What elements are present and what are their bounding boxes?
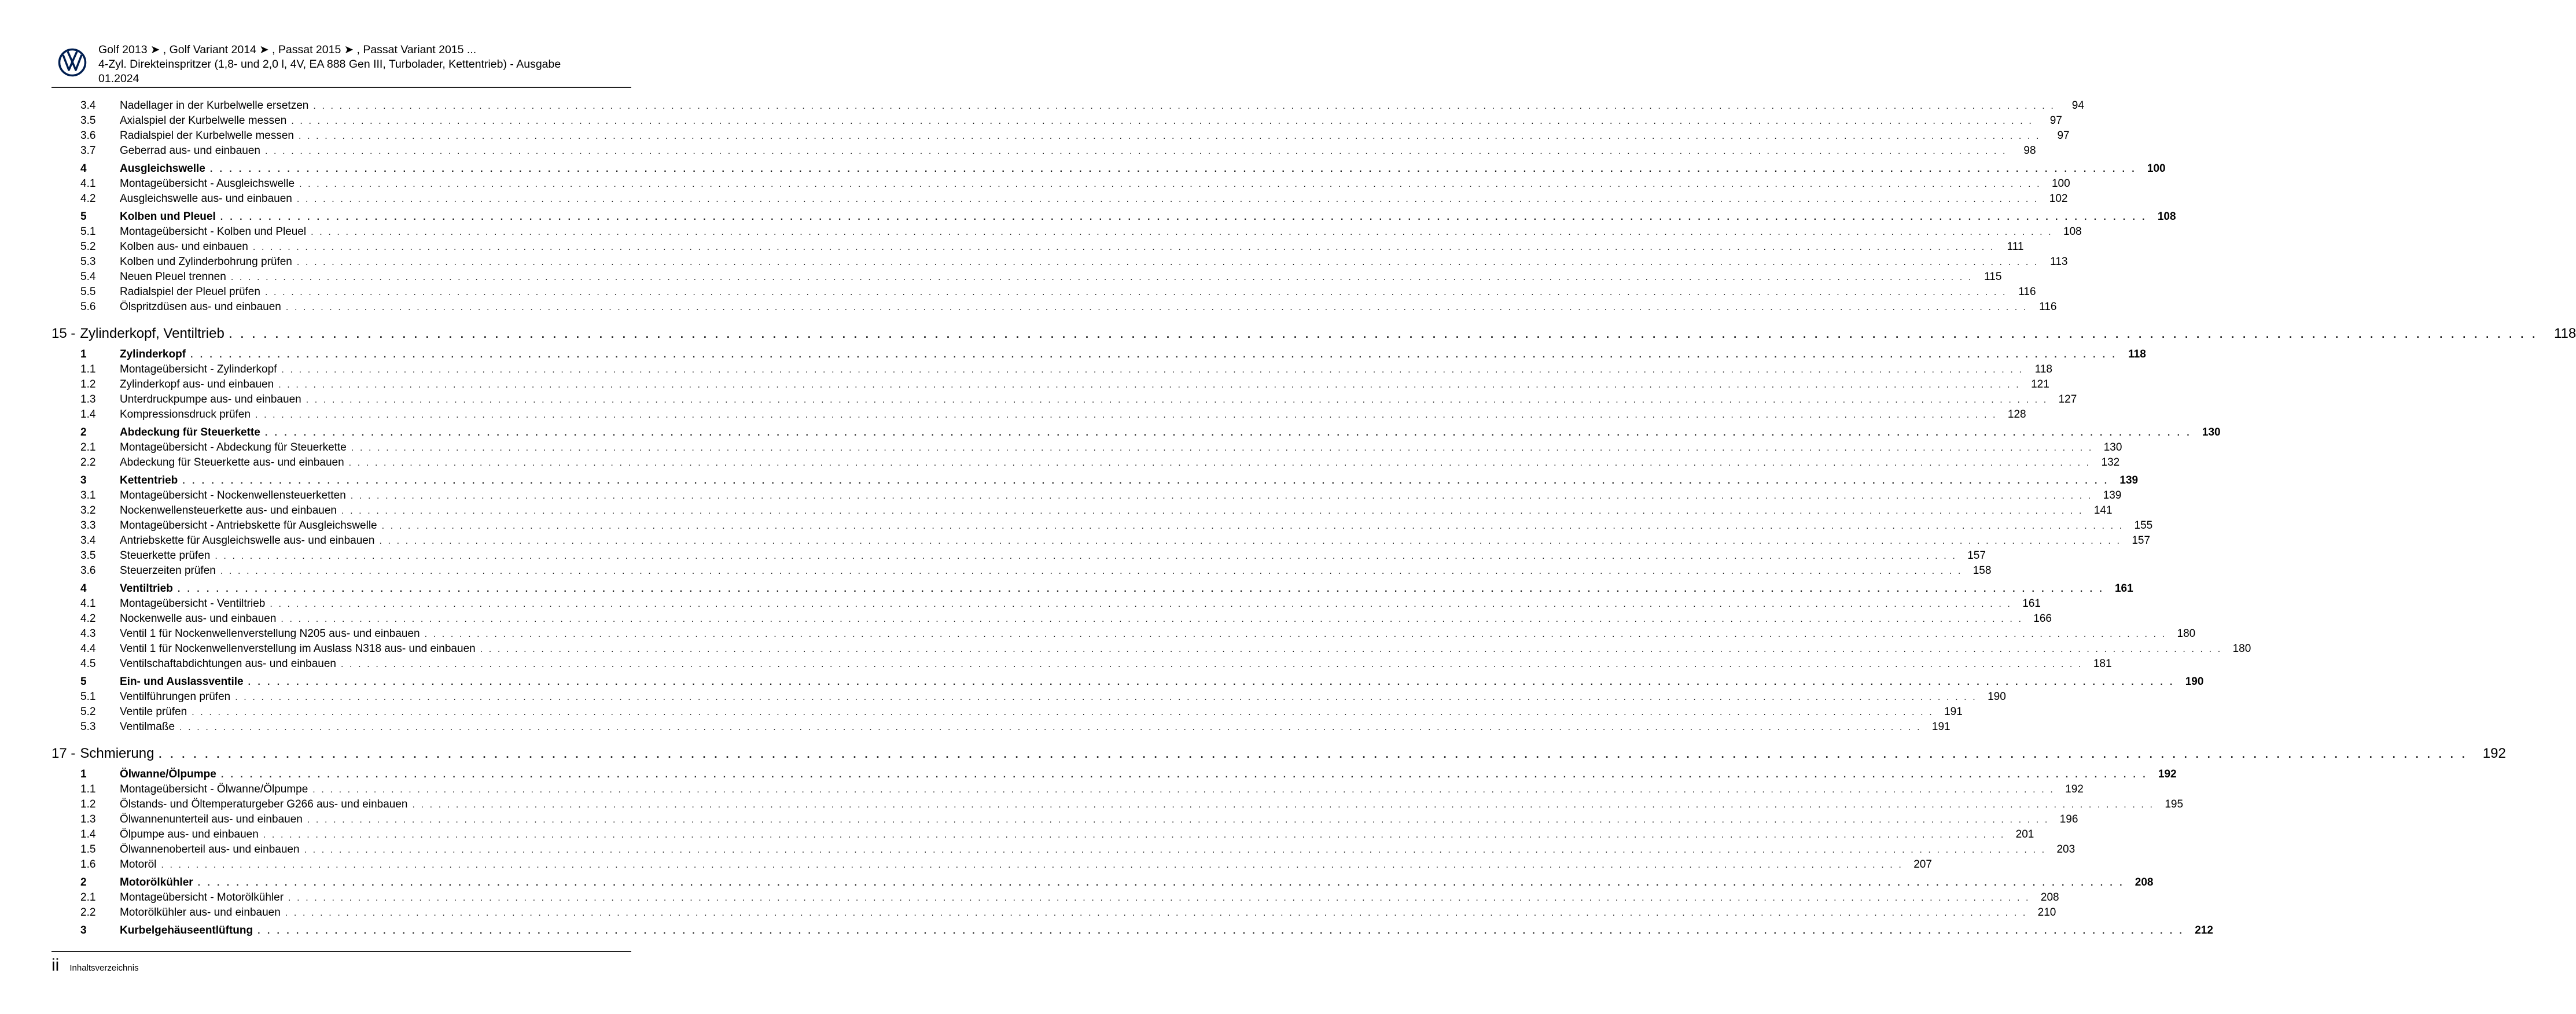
toc-section[interactable] bbox=[51, 474, 2139, 489]
entry-page: 192 bbox=[2065, 783, 2084, 795]
entry-number: 5 bbox=[80, 211, 87, 223]
toc-entry[interactable] bbox=[51, 783, 2084, 798]
entry-page: 210 bbox=[2037, 906, 2056, 919]
entry-page: 158 bbox=[1973, 565, 1992, 577]
entry-title: Radialspiel der Pleuel prüfen bbox=[120, 286, 260, 298]
entry-number: 1.2 bbox=[80, 378, 96, 390]
entry-page: 100 bbox=[2051, 178, 2070, 190]
toc-entry[interactable] bbox=[51, 130, 2070, 145]
entry-number: 4.2 bbox=[80, 613, 96, 625]
entry-page: 94 bbox=[2071, 99, 2084, 112]
entry-page: 201 bbox=[2015, 828, 2034, 840]
toc-entry[interactable] bbox=[51, 798, 2184, 813]
entry-title: Ventilmaße bbox=[120, 721, 175, 733]
entry-title: Zylinderkopf bbox=[120, 348, 186, 360]
entry-number: 5.2 bbox=[80, 241, 96, 253]
dot-leader: . . . . . . . . . . . . . . . . . . . . . . . . . . . . . . . . . . . . . . . . . . . . . . . . . . . . . . . . . . . . . . . . . . . . . . . . . . . . . . . . . . . . . . . . . . . . . . . . . . . . . . . . . . . . . . . . . . . . . . . . . . . . . . . . . . . . . . . . . . . . . . . . . . . . . . . . . . . . . . . . . . . . . . . . . . . . . . . . . . . . . . . . . . . . . . . . . . . . . . . . bbox=[281, 614, 2023, 624]
entry-page: 108 bbox=[2157, 211, 2176, 223]
toc-entry[interactable] bbox=[51, 378, 2049, 393]
entry-page: 132 bbox=[2101, 456, 2120, 469]
toc-entry[interactable] bbox=[51, 721, 1951, 736]
entry-number: 1.4 bbox=[80, 408, 96, 421]
dot-leader: . . . . . . . . . . . . . . . . . . . . . . . . . . . . . . . . . . . . . . . . . . . . . . . . . . . . . . . . . . . . . . . . . . . . . . . . . . . . . . . . . . . . . . . . . . . . . . . . . . . . . . . . . . . . . . . . . . . . . . . . . . . . . . . . . . . . . . . . . . . . . . . . . . . . . . . . . . . . . . . . . . . . . . . . . . . . . . . . . . . . . . . . . . . . . . . . . . . . . . . . bbox=[307, 815, 2049, 825]
entry-number: 2.2 bbox=[80, 906, 96, 919]
dot-leader: . . . . . . . . . . . . . . . . . . . . . . . . . . . . . . . . . . . . . . . . . . . . . . . . . . . . . . . . . . . . . . . . . . . . . . . . . . . . . . . . . . . . . . . . . . . . . . . . . . . . . . . . . . . . . . . . . . . . . . . . . . . . . . . . . . . . . . . . . . . . . . . . . . . . . . . . . . . . . . . . . . . . . . . . . . . . . . . . . . . . . . . . . . . . . . . . . . . . . . . . bbox=[197, 878, 2125, 888]
entry-title: Montageübersicht - Ventiltrieb bbox=[120, 598, 266, 610]
toc-entry[interactable] bbox=[51, 193, 2068, 208]
entry-page: 207 bbox=[1913, 858, 1932, 871]
entry-title: Kolben und Pleuel bbox=[120, 211, 216, 223]
entry-number: 15 - bbox=[51, 326, 76, 341]
entry-number: 3.3 bbox=[80, 519, 96, 532]
entry-title: Ventil 1 für Nockenwellenverstellung N205 aus- und einbauen bbox=[120, 628, 420, 640]
entry-number: 5.4 bbox=[80, 271, 96, 283]
entry-number: 4.3 bbox=[80, 628, 96, 640]
entry-number: 1 bbox=[80, 348, 87, 360]
entry-page: 203 bbox=[2056, 843, 2075, 856]
dot-leader: . . . . . . . . . . . . . . . . . . . . . . . . . . . . . . . . . . . . . . . . . . . . . . . . . . . . . . . . . . . . . . . . . . . . . . . . . . . . . . . . . . . . . . . . . . . . . . . . . . . . . . . . . . . . . . . . . . . . . . . . . . . . . . . . . . . . . . . . . . . . . . . . . . . . . . . . . . . . . . . . . . . . . . . . . . . . . . . . . . . . . . . . . . . . . . . . . . . . . . . . bbox=[159, 748, 2468, 760]
dot-leader: . . . . . . . . . . . . . . . . . . . . . . . . . . . . . . . . . . . . . . . . . . . . . . . . . . . . . . . . . . . . . . . . . . . . . . . . . . . . . . . . . . . . . . . . . . . . . . . . . . . . . . . . . . . . . . . . . . . . . . . . . . . . . . . . . . . . . . . . . . . . . . . . . . . . . . . . . . . . . . . . . . . . . . . . . . . . . . . . . . . . . . . . . . . . . . . . . . . . . . . . bbox=[190, 350, 2117, 360]
entry-page: 118 bbox=[2034, 363, 2052, 375]
toc-chapter[interactable] bbox=[51, 326, 2576, 345]
page-number: ii bbox=[51, 956, 60, 975]
entry-title: Kettentrieb bbox=[120, 474, 178, 486]
dot-leader: . . . . . . . . . . . . . . . . . . . . . . . . . . . . . . . . . . . . . . . . . . . . . . . . . . . . . . . . . . . . . . . . . . . . . . . . . . . . . . . . . . . . . . . . . . . . . . . . . . . . . . . . . . . . . . . . . . . . . . . . . . . . . . . . . . . . . . . . . . . . . . . . . . . . . . . . . . . . . . . . . . . . . . . . . . . . . . . . . . . . . . . . . . . . . . . . . . . . . . . . bbox=[179, 722, 1922, 732]
entry-page: 98 bbox=[2023, 145, 2036, 157]
entry-number: 1 bbox=[80, 768, 87, 780]
entry-page: 196 bbox=[2059, 813, 2078, 825]
entry-title: Ventilschaftabdichtungen aus- und einbauen bbox=[120, 658, 336, 670]
toc-entry[interactable] bbox=[51, 598, 2041, 613]
dot-leader: . . . . . . . . . . . . . . . . . . . . . . . . . . . . . . . . . . . . . . . . . . . . . . . . . . . . . . . . . . . . . . . . . . . . . . . . . . . . . . . . . . . . . . . . . . . . . . . . . . . . . . . . . . . . . . . . . . . . . . . . . . . . . . . . . . . . . . . . . . . . . . . . . . . . . . . . . . . . . . . . . . . . . . . . . . . . . . . . . . . . . . . . . . . . . . . . . . . . . . . . bbox=[278, 380, 2021, 390]
dot-leader: . . . . . . . . . . . . . . . . . . . . . . . . . . . . . . . . . . . . . . . . . . . . . . . . . . . . . . . . . . . . . . . . . . . . . . . . . . . . . . . . . . . . . . . . . . . . . . . . . . . . . . . . . . . . . . . . . . . . . . . . . . . . . . . . . . . . . . . . . . . . . . . . . . . . . . . . . . . . . . . . . . . . . . . . . . . . . . . . . . . . . . . . . . . . . . . . . . . . . . . . bbox=[299, 131, 2041, 141]
header-edition: 01.2024 bbox=[98, 72, 139, 85]
entry-number: 3.6 bbox=[80, 130, 96, 142]
dot-leader: . . . . . . . . . . . . . . . . . . . . . . . . . . . . . . . . . . . . . . . . . . . . . . . . . . . . . . . . . . . . . . . . . . . . . . . . . . . . . . . . . . . . . . . . . . . . . . . . . . . . . . . . . . . . . . . . . . . . . . . . . . . . . . . . . . . . . . . . . . . . . . . . . . . . . . . . . . . . . . . . . . . . . . . . . . . . . . . . . . . . . . . . . . . . . . . . . . . . . . . . bbox=[296, 194, 2039, 204]
dot-leader: . . . . . . . . . . . . . . . . . . . . . . . . . . . . . . . . . . . . . . . . . . . . . . . . . . . . . . . . . . . . . . . . . . . . . . . . . . . . . . . . . . . . . . . . . . . . . . . . . . . . . . . . . . . . . . . . . . . . . . . . . . . . . . . . . . . . . . . . . . . . . . . . . . . . . . . . . . . . . . . . . . . . . . . . . . . . . . . . . . . . . . . . . . . . . . . . . . . . . . . . bbox=[288, 893, 2030, 903]
entry-page: 113 bbox=[2050, 256, 2068, 268]
toc-section[interactable] bbox=[51, 348, 2146, 363]
dot-leader: . . . . . . . . . . . . . . . . . . . . . . . . . . . . . . . . . . . . . . . . . . . . . . . . . . . . . . . . . . . . . . . . . . . . . . . . . . . . . . . . . . . . . . . . . . . . . . . . . . . . . . . . . . . . . . . . . . . . . . . . . . . . . . . . . . . . . . . . . . . . . . . . . . . . . . . . . . . . . . . . . . . . . . . . . . . . . . . . . . . . . . . . . . . . . . . . . . . . . . . . bbox=[311, 227, 2053, 237]
entry-title: Kolben aus- und einbauen bbox=[120, 241, 248, 253]
entry-page: 97 bbox=[2057, 130, 2070, 142]
toc-section[interactable] bbox=[51, 876, 2154, 891]
dot-leader: . . . . . . . . . . . . . . . . . . . . . . . . . . . . . . . . . . . . . . . . . . . . . . . . . . . . . . . . . . . . . . . . . . . . . . . . . . . . . . . . . . . . . . . . . . . . . . . . . . . . . . . . . . . . . . . . . . . . . . . . . . . . . . . . . . . . . . . . . . . . . . . . . . . . . . . . . . . . . . . . . . . . . . . . . . . . . . . . . . . . . . . . . . . . . . . . . . . . . . . . bbox=[304, 845, 2047, 855]
entry-number: 3 bbox=[80, 474, 87, 486]
entry-page: 195 bbox=[2165, 798, 2184, 810]
dot-leader: . . . . . . . . . . . . . . . . . . . . . . . . . . . . . . . . . . . . . . . . . . . . . . . . . . . . . . . . . . . . . . . . . . . . . . . . . . . . . . . . . . . . . . . . . . . . . . . . . . . . . . . . . . . . . . . . . . . . . . . . . . . . . . . . . . . . . . . . . . . . . . . . . . . . . . . . . . . . . . . . . . . . . . . . . . . . . . . . . . . . . . . . . . . . . . . . . . . . . . . . bbox=[270, 599, 2012, 609]
entry-page: 130 bbox=[2202, 426, 2221, 438]
toc-entry[interactable] bbox=[51, 706, 1963, 721]
entry-title: Axialspiel der Kurbelwelle messen bbox=[120, 115, 287, 127]
dot-leader: . . . . . . . . . . . . . . . . . . . . . . . . . . . . . . . . . . . . . . . . . . . . . . . . . . . . . . . . . . . . . . . . . . . . . . . . . . . . . . . . . . . . . . . . . . . . . . . . . . . . . . . . . . . . . . . . . . . . . . . . . . . . . . . . . . . . . . . . . . . . . . . . . . . . . . . . . . . . . . . . . . . . . . . . . . . . . . . . . . . . . . . . . . . . . . . . . . . . . . . . bbox=[350, 491, 2093, 501]
entry-number: 5.6 bbox=[80, 301, 96, 313]
toc-entry[interactable] bbox=[51, 363, 2052, 378]
entry-number: 5.3 bbox=[80, 721, 96, 733]
page-footer bbox=[51, 956, 139, 975]
entry-title: Geberrad aus- und einbauen bbox=[120, 145, 260, 157]
entry-page: 157 bbox=[1967, 550, 1986, 562]
entry-title: Ölspritzdüsen aus- und einbauen bbox=[120, 301, 281, 313]
entry-number: 4.5 bbox=[80, 658, 96, 670]
dot-leader: . . . . . . . . . . . . . . . . . . . . . . . . . . . . . . . . . . . . . . . . . . . . . . . . . . . . . . . . . . . . . . . . . . . . . . . . . . . . . . . . . . . . . . . . . . . . . . . . . . . . . . . . . . . . . . . . . . . . . . . . . . . . . . . . . . . . . . . . . . . . . . . . . . . . . . . . . . . . . . . . . . . . . . . . . . . . . . . . . . . . . . . . . . . . . . . . . . . . . . . . bbox=[306, 395, 2048, 405]
toc-section[interactable] bbox=[51, 163, 2166, 178]
dot-leader: . . . . . . . . . . . . . . . . . . . . . . . . . . . . . . . . . . . . . . . . . . . . . . . . . . . . . . . . . . . . . . . . . . . . . . . . . . . . . . . . . . . . . . . . . . . . . . . . . . . . . . . . . . . . . . . . . . . . . . . . . . . . . . . . . . . . . . . . . . . . . . . . . . . . . . . . . . . . . . . . . . . . . . . . . . . . . . . . . . . . . . . . . . . . . . . . . . . . . . . . bbox=[299, 179, 2041, 189]
entry-number: 1.3 bbox=[80, 393, 96, 405]
entry-page: 192 bbox=[2158, 768, 2177, 780]
entry-title: Antriebskette für Ausgleichswelle aus- und einbauen bbox=[120, 534, 375, 547]
dot-leader: . . . . . . . . . . . . . . . . . . . . . . . . . . . . . . . . . . . . . . . . . . . . . . . . . . . . . . . . . . . . . . . . . . . . . . . . . . . . . . . . . . . . . . . . . . . . . . . . . . . . . . . . . . . . . . . . . . . . . . . . . . . . . . . . . . . . . . . . . . . . . . . . . . . . . . . . . . . . . . . . . . . . . . . . . . . . . . . . . . . . . . . . . . . . . . . . . . . . . . . . bbox=[220, 770, 2148, 780]
entry-title: Motoröl bbox=[120, 858, 157, 871]
entry-title: Neuen Pleuel trennen bbox=[120, 271, 226, 283]
entry-title: Steuerkette prüfen bbox=[120, 550, 211, 562]
entry-number: 4.2 bbox=[80, 193, 96, 205]
entry-page: 157 bbox=[2132, 534, 2151, 547]
entry-title: Ölpumpe aus- und einbauen bbox=[120, 828, 259, 840]
dot-leader: . . . . . . . . . . . . . . . . . . . . . . . . . . . . . . . . . . . . . . . . . . . . . . . . . . . . . . . . . . . . . . . . . . . . . . . . . . . . . . . . . . . . . . . . . . . . . . . . . . . . . . . . . . . . . . . . . . . . . . . . . . . . . . . . . . . . . . . . . . . . . . . . . . . . . . . . . . . . . . . . . . . . . . . . . . . . . . . . . . . . . . . . . . . . . . . . . . . . . . . . bbox=[263, 830, 2005, 840]
toc-entry[interactable] bbox=[51, 813, 2078, 828]
toc-entry[interactable] bbox=[51, 408, 2026, 423]
entry-page: 111 bbox=[2007, 241, 2024, 253]
entry-page: 139 bbox=[2103, 489, 2122, 502]
entry-page: 190 bbox=[1988, 691, 2006, 703]
entry-page: 127 bbox=[2058, 393, 2077, 405]
entry-page: 161 bbox=[2114, 582, 2133, 595]
toc-entry[interactable] bbox=[51, 519, 2153, 534]
dot-leader: . . . . . . . . . . . . . . . . . . . . . . . . . . . . . . . . . . . . . . . . . . . . . . . . . . . . . . . . . . . . . . . . . . . . . . . . . . . . . . . . . . . . . . . . . . . . . . . . . . . . . . . . . . . . . . . . . . . . . . . . . . . . . . . . . . . . . . . . . . . . . . . . . . . . . . . . . . . . . . . . . . . . . . . . . . . . . . . . . . . . . . . . . . . . . . . . . . . . . . . . bbox=[248, 677, 2175, 687]
entry-number: 1.1 bbox=[80, 783, 96, 795]
document-header bbox=[98, 43, 619, 86]
entry-page: 139 bbox=[2119, 474, 2139, 486]
toc-chapter[interactable] bbox=[51, 746, 2506, 765]
dot-leader: . . . . . . . . . . . . . . . . . . . . . . . . . . . . . . . . . . . . . . . . . . . . . . . . . . . . . . . . . . . . . . . . . . . . . . . . . . . . . . . . . . . . . . . . . . . . . . . . . . . . . . . . . . . . . . . . . . . . . . . . . . . . . . . . . . . . . . . . . . . . . . . . . . . . . . . . . . . . . . . . . . . . . . . . . . . . . . . . . . . . . . . . . . . . . . . . . . . . . . . . bbox=[412, 800, 2155, 810]
entry-page: 180 bbox=[2177, 628, 2196, 640]
toc-entry[interactable] bbox=[51, 891, 2059, 906]
dot-leader: . . . . . . . . . . . . . . . . . . . . . . . . . . . . . . . . . . . . . . . . . . . . . . . . . . . . . . . . . . . . . . . . . . . . . . . . . . . . . . . . . . . . . . . . . . . . . . . . . . . . . . . . . . . . . . . . . . . . . . . . . . . . . . . . . . . . . . . . . . . . . . . . . . . . . . . . . . . . . . . . . . . . . . . . . . . . . . . . . . . . . . . . . . . . . . . . . . . . . . . . bbox=[264, 287, 2007, 297]
entry-number: 1.2 bbox=[80, 798, 96, 810]
entry-title: Ventile prüfen bbox=[120, 706, 187, 718]
toc-entry[interactable] bbox=[51, 226, 2082, 241]
dot-leader: . . . . . . . . . . . . . . . . . . . . . . . . . . . . . . . . . . . . . . . . . . . . . . . . . . . . . . . . . . . . . . . . . . . . . . . . . . . . . . . . . . . . . . . . . . . . . . . . . . . . . . . . . . . . . . . . . . . . . . . . . . . . . . . . . . . . . . . . . . . . . . . . . . . . . . . . . . . . . . . . . . . . . . . . . . . . . . . . . . . . . . . . . . . . . . . . . . . . . . . . bbox=[379, 536, 2122, 546]
toc-entry[interactable] bbox=[51, 613, 2052, 628]
entry-title: Kompressionsdruck prüfen bbox=[120, 408, 251, 421]
toc-entry[interactable] bbox=[51, 99, 2084, 115]
entry-page: 121 bbox=[2031, 378, 2049, 390]
entry-number: 3.5 bbox=[80, 550, 96, 562]
entry-title: Montageübersicht - Zylinderkopf bbox=[120, 363, 277, 375]
toc-entry[interactable] bbox=[51, 828, 2034, 843]
entry-page: 116 bbox=[2018, 286, 2036, 298]
entry-number: 4 bbox=[80, 163, 87, 175]
entry-number: 5.1 bbox=[80, 226, 96, 238]
footer-label: Inhaltsverzeichnis bbox=[69, 963, 139, 973]
toc-entry[interactable] bbox=[51, 858, 1932, 873]
dot-leader: . . . . . . . . . . . . . . . . . . . . . . . . . . . . . . . . . . . . . . . . . . . . . . . . . . . . . . . . . . . . . . . . . . . . . . . . . . . . . . . . . . . . . . . . . . . . . . . . . . . . . . . . . . . . . . . . . . . . . . . . . . . . . . . . . . . . . . . . . . . . . . . . . . . . . . . . . . . . . . . . . . . . . . . . . . . . . . . . . . . . . . . . . . . . . . . . . . . . . . . . bbox=[230, 272, 1973, 282]
dot-leader: . . . . . . . . . . . . . . . . . . . . . . . . . . . . . . . . . . . . . . . . . . . . . . . . . . . . . . . . . . . . . . . . . . . . . . . . . . . . . . . . . . . . . . . . . . . . . . . . . . . . . . . . . . . . . . . . . . . . . . . . . . . . . . . . . . . . . . . . . . . . . . . . . . . . . . . . . . . . . . . . . . . . . . . . . . . . . . . . . . . . . . . . . . . . . . . . . . . . . . . . bbox=[312, 785, 2055, 795]
entry-number: 1.6 bbox=[80, 858, 96, 871]
table-of-contents bbox=[51, 99, 2576, 939]
entry-page: 212 bbox=[2195, 924, 2213, 936]
toc-entry[interactable] bbox=[51, 241, 2024, 256]
entry-page: 191 bbox=[1944, 706, 1963, 718]
entry-number: 3 bbox=[80, 924, 87, 936]
entry-number: 1.1 bbox=[80, 363, 96, 375]
dot-leader: . . . . . . . . . . . . . . . . . . . . . . . . . . . . . . . . . . . . . . . . . . . . . . . . . . . . . . . . . . . . . . . . . . . . . . . . . . . . . . . . . . . . . . . . . . . . . . . . . . . . . . . . . . . . . . . . . . . . . . . . . . . . . . . . . . . . . . . . . . . . . . . . . . . . . . . . . . . . . . . . . . . . . . . . . . . . . . . . . . . . . . . . . . . . . . . . . . . . . . . . bbox=[381, 521, 2124, 531]
toc-entry[interactable] bbox=[51, 286, 2036, 301]
entry-title: Ölwanne/Ölpumpe bbox=[120, 768, 216, 780]
dot-leader: . . . . . . . . . . . . . . . . . . . . . . . . . . . . . . . . . . . . . . . . . . . . . . . . . . . . . . . . . . . . . . . . . . . . . . . . . . . . . . . . . . . . . . . . . . . . . . . . . . . . . . . . . . . . . . . . . . . . . . . . . . . . . . . . . . . . . . . . . . . . . . . . . . . . . . . . . . . . . . . . . . . . . . . . . . . . . . . . . . . . . . . . . . . . . . . . . . . . . . . . bbox=[161, 860, 1903, 870]
entry-page: 166 bbox=[2033, 613, 2052, 625]
toc-entry[interactable] bbox=[51, 271, 2002, 286]
entry-title: Ventiltrieb bbox=[120, 582, 173, 595]
dot-leader: . . . . . . . . . . . . . . . . . . . . . . . . . . . . . . . . . . . . . . . . . . . . . . . . . . . . . . . . . . . . . . . . . . . . . . . . . . . . . . . . . . . . . . . . . . . . . . . . . . . . . . . . . . . . . . . . . . . . . . . . . . . . . . . . . . . . . . . . . . . . . . . . . . . . . . . . . . . . . . . . . . . . . . . . . . . . . . . . . . . . . . . . . . . . . . . . . . . . . . . . bbox=[296, 257, 2039, 267]
dot-leader: . . . . . . . . . . . . . . . . . . . . . . . . . . . . . . . . . . . . . . . . . . . . . . . . . . . . . . . . . . . . . . . . . . . . . . . . . . . . . . . . . . . . . . . . . . . . . . . . . . . . . . . . . . . . . . . . . . . . . . . . . . . . . . . . . . . . . . . . . . . . . . . . . . . . . . . . . . . . . . . . . . . . . . . . . . . . . . . . . . . . . . . . . . . . . . . . . . . . . . . . bbox=[340, 659, 2083, 669]
entry-title: Abdeckung für Steuerkette aus- und einbauen bbox=[120, 456, 344, 469]
entry-page: 141 bbox=[2093, 504, 2113, 517]
dot-leader: . . . . . . . . . . . . . . . . . . . . . . . . . . . . . . . . . . . . . . . . . . . . . . . . . . . . . . . . . . . . . . . . . . . . . . . . . . . . . . . . . . . . . . . . . . . . . . . . . . . . . . . . . . . . . . . . . . . . . . . . . . . . . . . . . . . . . . . . . . . . . . . . . . . . . . . . . . . . . . . . . . . . . . . . . . . . . . . . . . . . . . . . . . . . . . . . . . . . . . . . bbox=[341, 506, 2084, 516]
toc-entry[interactable] bbox=[51, 628, 2196, 643]
dot-leader: . . . . . . . . . . . . . . . . . . . . . . . . . . . . . . . . . . . . . . . . . . . . . . . . . . . . . . . . . . . . . . . . . . . . . . . . . . . . . . . . . . . . . . . . . . . . . . . . . . . . . . . . . . . . . . . . . . . . . . . . . . . . . . . . . . . . . . . . . . . . . . . . . . . . . . . . . . . . . . . . . . . . . . . . . . . . . . . . . . . . . . . . . . . . . . . . . . . . . . . . bbox=[235, 692, 1977, 702]
entry-number: 3.4 bbox=[80, 534, 96, 547]
entry-number: 2.2 bbox=[80, 456, 96, 469]
entry-title: Kolben und Zylinderbohrung prüfen bbox=[120, 256, 292, 268]
dot-leader: . . . . . . . . . . . . . . . . . . . . . . . . . . . . . . . . . . . . . . . . . . . . . . . . . . . . . . . . . . . . . . . . . . . . . . . . . . . . . . . . . . . . . . . . . . . . . . . . . . . . . . . . . . . . . . . . . . . . . . . . . . . . . . . . . . . . . . . . . . . . . . . . . . . . . . . . . . . . . . . . . . . . . . . . . . . . . . . . . . . . . . . . . . . . . . . . . . . . . . . . bbox=[252, 242, 1995, 252]
entry-title: Zylinderkopf aus- und einbauen bbox=[120, 378, 274, 390]
entry-number: 17 - bbox=[51, 746, 76, 761]
entry-page: 181 bbox=[2093, 658, 2112, 670]
entry-number: 2.1 bbox=[80, 441, 96, 453]
entry-number: 1.3 bbox=[80, 813, 96, 825]
entry-title: Kurbelgehäuseentlüftung bbox=[120, 924, 253, 936]
entry-number: 3.1 bbox=[80, 489, 96, 502]
dot-leader: . . . . . . . . . . . . . . . . . . . . . . . . . . . . . . . . . . . . . . . . . . . . . . . . . . . . . . . . . . . . . . . . . . . . . . . . . . . . . . . . . . . . . . . . . . . . . . . . . . . . . . . . . . . . . . . . . . . . . . . . . . . . . . . . . . . . . . . . . . . . . . . . . . . . . . . . . . . . . . . . . . . . . . . . . . . . . . . . . . . . . . . . . . . . . . . . . . . . . . . . bbox=[351, 443, 2093, 453]
header-engine: 4-Zyl. Direkteinspritzer (1,8- und 2,0 l, 4V, EA 888 Gen III, Turbolader, Kettentrieb) - Ausgabe bbox=[98, 58, 561, 71]
toc-entry[interactable] bbox=[51, 658, 2112, 673]
entry-page: 108 bbox=[2063, 226, 2082, 238]
entry-title: Montageübersicht - Antriebskette für Ausgleichswelle bbox=[120, 519, 377, 532]
dot-leader: . . . . . . . . . . . . . . . . . . . . . . . . . . . . . . . . . . . . . . . . . . . . . . . . . . . . . . . . . . . . . . . . . . . . . . . . . . . . . . . . . . . . . . . . . . . . . . . . . . . . . . . . . . . . . . . . . . . . . . . . . . . . . . . . . . . . . . . . . . . . . . . . . . . . . . . . . . . . . . . . . . . . . . . . . . . . . . . . . . . . . . . . . . . . . . . . . . . . . . . . bbox=[285, 908, 2027, 918]
entry-page: 130 bbox=[2103, 441, 2122, 453]
toc-section[interactable] bbox=[51, 924, 2213, 939]
entry-title: Ölwannenoberteil aus- und einbauen bbox=[120, 843, 300, 856]
entry-title: Steuerzeiten prüfen bbox=[120, 565, 216, 577]
dot-leader: . . . . . . . . . . . . . . . . . . . . . . . . . . . . . . . . . . . . . . . . . . . . . . . . . . . . . . . . . . . . . . . . . . . . . . . . . . . . . . . . . . . . . . . . . . . . . . . . . . . . . . . . . . . . . . . . . . . . . . . . . . . . . . . . . . . . . . . . . . . . . . . . . . . . . . . . . . . . . . . . . . . . . . . . . . . . . . . . . . . . . . . . . . . . . . . . . . . . . . . . bbox=[348, 458, 2091, 468]
dot-leader: . . . . . . . . . . . . . . . . . . . . . . . . . . . . . . . . . . . . . . . . . . . . . . . . . . . . . . . . . . . . . . . . . . . . . . . . . . . . . . . . . . . . . . . . . . . . . . . . . . . . . . . . . . . . . . . . . . . . . . . . . . . . . . . . . . . . . . . . . . . . . . . . . . . . . . . . . . . . . . . . . . . . . . . . . . . . . . . . . . . . . . . . . . . . . . . . . . . . . . . . bbox=[281, 365, 2023, 375]
entry-title: Radialspiel der Kurbelwelle messen bbox=[120, 130, 294, 142]
entry-title: Montageübersicht - Kolben und Pleuel bbox=[120, 226, 307, 238]
entry-page: 208 bbox=[2135, 876, 2154, 888]
entry-page: 180 bbox=[2232, 643, 2251, 655]
toc-section[interactable] bbox=[51, 426, 2221, 441]
entry-number: 4 bbox=[80, 582, 87, 595]
entry-page: 161 bbox=[2022, 598, 2041, 610]
entry-title: Ausgleichswelle aus- und einbauen bbox=[120, 193, 292, 205]
dot-leader: . . . . . . . . . . . . . . . . . . . . . . . . . . . . . . . . . . . . . . . . . . . . . . . . . . . . . . . . . . . . . . . . . . . . . . . . . . . . . . . . . . . . . . . . . . . . . . . . . . . . . . . . . . . . . . . . . . . . . . . . . . . . . . . . . . . . . . . . . . . . . . . . . . . . . . . . . . . . . . . . . . . . . . . . . . . . . . . . . . . . . . . . . . . . . . . . . . . . . . . . bbox=[285, 303, 2028, 312]
vw-logo-icon bbox=[58, 48, 87, 77]
toc-entry[interactable] bbox=[51, 534, 2151, 550]
toc-entry[interactable] bbox=[51, 441, 2122, 456]
entry-title: Schmierung bbox=[80, 746, 154, 761]
entry-title: Ölwannenunterteil aus- und einbauen bbox=[120, 813, 303, 825]
toc-entry[interactable] bbox=[51, 456, 2120, 471]
toc-entry[interactable] bbox=[51, 145, 2036, 160]
entry-title: Montageübersicht - Ausgleichswelle bbox=[120, 178, 295, 190]
toc-section[interactable] bbox=[51, 676, 2204, 691]
toc-entry[interactable] bbox=[51, 178, 2070, 193]
dot-leader: . . . . . . . . . . . . . . . . . . . . . . . . . . . . . . . . . . . . . . . . . . . . . . . . . . . . . . . . . . . . . . . . . . . . . . . . . . . . . . . . . . . . . . . . . . . . . . . . . . . . . . . . . . . . . . . . . . . . . . . . . . . . . . . . . . . . . . . . . . . . . . . . . . . . . . . . . . . . . . . . . . . . . . . . . . . . . . . . . . . . . . . . . . . . . . . . . . . . . . . . bbox=[220, 566, 1963, 576]
dot-leader: . . . . . . . . . . . . . . . . . . . . . . . . . . . . . . . . . . . . . . . . . . . . . . . . . . . . . . . . . . . . . . . . . . . . . . . . . . . . . . . . . . . . . . . . . . . . . . . . . . . . . . . . . . . . . . . . . . . . . . . . . . . . . . . . . . . . . . . . . . . . . . . . . . . . . . . . . . . . . . . . . . . . . . . . . . . . . . . . . . . . . . . . . . . . . . . . . . . . . . . . bbox=[215, 551, 1957, 561]
toc-section[interactable] bbox=[51, 582, 2133, 598]
toc-section[interactable] bbox=[51, 211, 2176, 226]
entry-number: 2 bbox=[80, 876, 87, 888]
toc-entry[interactable] bbox=[51, 489, 2122, 504]
entry-number: 5.3 bbox=[80, 256, 96, 268]
entry-title: Ventil 1 für Nockenwellenverstellung im Auslass N318 aus- und einbauen bbox=[120, 643, 476, 655]
entry-title: Ein- und Auslassventile bbox=[120, 676, 244, 688]
entry-title: Nockenwellensteuerkette aus- und einbauen bbox=[120, 504, 337, 517]
toc-entry[interactable] bbox=[51, 550, 1986, 565]
entry-number: 3.5 bbox=[80, 115, 96, 127]
dot-leader: . . . . . . . . . . . . . . . . . . . . . . . . . . . . . . . . . . . . . . . . . . . . . . . . . . . . . . . . . . . . . . . . . . . . . . . . . . . . . . . . . . . . . . . . . . . . . . . . . . . . . . . . . . . . . . . . . . . . . . . . . . . . . . . . . . . . . . . . . . . . . . . . . . . . . . . . . . . . . . . . . . . . . . . . . . . . . . . . . . . . . . . . . . . . . . . . . . . . . . . . bbox=[177, 584, 2104, 594]
entry-number: 2 bbox=[80, 426, 87, 438]
dot-leader: . . . . . . . . . . . . . . . . . . . . . . . . . . . . . . . . . . . . . . . . . . . . . . . . . . . . . . . . . . . . . . . . . . . . . . . . . . . . . . . . . . . . . . . . . . . . . . . . . . . . . . . . . . . . . . . . . . . . . . . . . . . . . . . . . . . . . . . . . . . . . . . . . . . . . . . . . . . . . . . . . . . . . . . . . . . . . . . . . . . . . . . . . . . . . . . . . . . . . . . . bbox=[480, 644, 2222, 654]
entry-number: 5 bbox=[80, 676, 87, 688]
entry-page: 155 bbox=[2134, 519, 2153, 532]
entry-number: 4.4 bbox=[80, 643, 96, 655]
toc-entry[interactable] bbox=[51, 393, 2077, 408]
entry-page: 100 bbox=[2147, 163, 2166, 175]
entry-number: 3.2 bbox=[80, 504, 96, 517]
dot-leader: . . . . . . . . . . . . . . . . . . . . . . . . . . . . . . . . . . . . . . . . . . . . . . . . . . . . . . . . . . . . . . . . . . . . . . . . . . . . . . . . . . . . . . . . . . . . . . . . . . . . . . . . . . . . . . . . . . . . . . . . . . . . . . . . . . . . . . . . . . . . . . . . . . . . . . . . . . . . . . . . . . . . . . . . . . . . . . . . . . . . . . . . . . . . . . . . . . . . . . . . bbox=[182, 476, 2110, 486]
dot-leader: . . . . . . . . . . . . . . . . . . . . . . . . . . . . . . . . . . . . . . . . . . . . . . . . . . . . . . . . . . . . . . . . . . . . . . . . . . . . . . . . . . . . . . . . . . . . . . . . . . . . . . . . . . . . . . . . . . . . . . . . . . . . . . . . . . . . . . . . . . . . . . . . . . . . . . . . . . . . . . . . . . . . . . . . . . . . . . . . . . . . . . . . . . . . . . . . . . . . . . . . bbox=[192, 707, 1934, 717]
entry-title: Motorölkühler aus- und einbauen bbox=[120, 906, 281, 919]
entry-number: 1.4 bbox=[80, 828, 96, 840]
entry-number: 5.1 bbox=[80, 691, 96, 703]
dot-leader: . . . . . . . . . . . . . . . . . . . . . . . . . . . . . . . . . . . . . . . . . . . . . . . . . . . . . . . . . . . . . . . . . . . . . . . . . . . . . . . . . . . . . . . . . . . . . . . . . . . . . . . . . . . . . . . . . . . . . . . . . . . . . . . . . . . . . . . . . . . . . . . . . . . . . . . . . . . . . . . . . . . . . . . . . . . . . . . . . . . . . . . . . . . . . . . . . . . . . . . . bbox=[257, 926, 2184, 936]
entry-title: Montageübersicht - Nockenwellensteuerketten bbox=[120, 489, 346, 502]
footer-divider bbox=[51, 951, 631, 952]
toc-section[interactable] bbox=[51, 768, 2177, 783]
entry-page: 118 bbox=[2128, 348, 2146, 360]
entry-page: 116 bbox=[2039, 301, 2057, 313]
entry-title: Abdeckung für Steuerkette bbox=[120, 426, 260, 438]
entry-title: Unterdruckpumpe aus- und einbauen bbox=[120, 393, 301, 405]
entry-page: 191 bbox=[1931, 721, 1951, 733]
dot-leader: . . . . . . . . . . . . . . . . . . . . . . . . . . . . . . . . . . . . . . . . . . . . . . . . . . . . . . . . . . . . . . . . . . . . . . . . . . . . . . . . . . . . . . . . . . . . . . . . . . . . . . . . . . . . . . . . . . . . . . . . . . . . . . . . . . . . . . . . . . . . . . . . . . . . . . . . . . . . . . . . . . . . . . . . . . . . . . . . . . . . . . . . . . . . . . . . . . . . . . . . bbox=[264, 146, 2007, 156]
entry-number: 4.1 bbox=[80, 178, 96, 190]
entry-title: Nadellager in der Kurbelwelle ersetzen bbox=[120, 99, 309, 112]
entry-title: Nockenwelle aus- und einbauen bbox=[120, 613, 277, 625]
entry-title: Montageübersicht - Abdeckung für Steuerkette bbox=[120, 441, 347, 453]
entry-number: 1.5 bbox=[80, 843, 96, 856]
dot-leader: . . . . . . . . . . . . . . . . . . . . . . . . . . . . . . . . . . . . . . . . . . . . . . . . . . . . . . . . . . . . . . . . . . . . . . . . . . . . . . . . . . . . . . . . . . . . . . . . . . . . . . . . . . . . . . . . . . . . . . . . . . . . . . . . . . . . . . . . . . . . . . . . . . . . . . . . . . . . . . . . . . . . . . . . . . . . . . . . . . . . . . . . . . . . . . . . . . . . . . . . bbox=[229, 329, 2538, 340]
entry-page: 115 bbox=[1984, 271, 2002, 283]
entry-number: 3.4 bbox=[80, 99, 96, 112]
entry-title: Motorölkühler bbox=[120, 876, 193, 888]
toc-entry[interactable] bbox=[51, 115, 2062, 130]
entry-page: 208 bbox=[2040, 891, 2059, 904]
entry-title: Montageübersicht - Ölwanne/Ölpumpe bbox=[120, 783, 308, 795]
entry-number: 5.5 bbox=[80, 286, 96, 298]
entry-page: 97 bbox=[2049, 115, 2062, 127]
entry-title: Ölstands- und Öltemperaturgeber G266 aus- und einbauen bbox=[120, 798, 408, 810]
dot-leader: . . . . . . . . . . . . . . . . . . . . . . . . . . . . . . . . . . . . . . . . . . . . . . . . . . . . . . . . . . . . . . . . . . . . . . . . . . . . . . . . . . . . . . . . . . . . . . . . . . . . . . . . . . . . . . . . . . . . . . . . . . . . . . . . . . . . . . . . . . . . . . . . . . . . . . . . . . . . . . . . . . . . . . . . . . . . . . . . . . . . . . . . . . . . . . . . . . . . . . . . bbox=[220, 212, 2147, 222]
entry-title: Montageübersicht - Motorölkühler bbox=[120, 891, 284, 904]
dot-leader: . . . . . . . . . . . . . . . . . . . . . . . . . . . . . . . . . . . . . . . . . . . . . . . . . . . . . . . . . . . . . . . . . . . . . . . . . . . . . . . . . . . . . . . . . . . . . . . . . . . . . . . . . . . . . . . . . . . . . . . . . . . . . . . . . . . . . . . . . . . . . . . . . . . . . . . . . . . . . . . . . . . . . . . . . . . . . . . . . . . . . . . . . . . . . . . . . . . . . . . . bbox=[264, 428, 2192, 438]
header-models: Golf 2013 ➤ , Golf Variant 2014 ➤ , Passat 2015 ➤ , Passat Variant 2015 ... bbox=[98, 43, 477, 56]
header-divider bbox=[51, 87, 631, 88]
entry-number: 3.6 bbox=[80, 565, 96, 577]
dot-leader: . . . . . . . . . . . . . . . . . . . . . . . . . . . . . . . . . . . . . . . . . . . . . . . . . . . . . . . . . . . . . . . . . . . . . . . . . . . . . . . . . . . . . . . . . . . . . . . . . . . . . . . . . . . . . . . . . . . . . . . . . . . . . . . . . . . . . . . . . . . . . . . . . . . . . . . . . . . . . . . . . . . . . . . . . . . . . . . . . . . . . . . . . . . . . . . . . . . . . . . . bbox=[209, 164, 2137, 174]
entry-title: Ausgleichswelle bbox=[120, 163, 205, 175]
dot-leader: . . . . . . . . . . . . . . . . . . . . . . . . . . . . . . . . . . . . . . . . . . . . . . . . . . . . . . . . . . . . . . . . . . . . . . . . . . . . . . . . . . . . . . . . . . . . . . . . . . . . . . . . . . . . . . . . . . . . . . . . . . . . . . . . . . . . . . . . . . . . . . . . . . . . . . . . . . . . . . . . . . . . . . . . . . . . . . . . . . . . . . . . . . . . . . . . . . . . . . . . bbox=[255, 410, 1997, 420]
entry-number: 2.1 bbox=[80, 891, 96, 904]
entry-page: 102 bbox=[2049, 193, 2068, 205]
dot-leader: . . . . . . . . . . . . . . . . . . . . . . . . . . . . . . . . . . . . . . . . . . . . . . . . . . . . . . . . . . . . . . . . . . . . . . . . . . . . . . . . . . . . . . . . . . . . . . . . . . . . . . . . . . . . . . . . . . . . . . . . . . . . . . . . . . . . . . . . . . . . . . . . . . . . . . . . . . . . . . . . . . . . . . . . . . . . . . . . . . . . . . . . . . . . . . . . . . . . . . . . bbox=[313, 101, 2055, 111]
entry-page: 190 bbox=[2185, 676, 2204, 688]
toc-entry[interactable] bbox=[51, 643, 2251, 658]
entry-page: 192 bbox=[2482, 746, 2506, 761]
toc-entry[interactable] bbox=[51, 504, 2113, 519]
toc-entry[interactable] bbox=[51, 906, 2056, 921]
entry-number: 4.1 bbox=[80, 598, 96, 610]
toc-entry[interactable] bbox=[51, 843, 2075, 858]
toc-entry[interactable] bbox=[51, 301, 2057, 316]
entry-number: 5.2 bbox=[80, 706, 96, 718]
entry-page: 128 bbox=[2007, 408, 2026, 421]
dot-leader: . . . . . . . . . . . . . . . . . . . . . . . . . . . . . . . . . . . . . . . . . . . . . . . . . . . . . . . . . . . . . . . . . . . . . . . . . . . . . . . . . . . . . . . . . . . . . . . . . . . . . . . . . . . . . . . . . . . . . . . . . . . . . . . . . . . . . . . . . . . . . . . . . . . . . . . . . . . . . . . . . . . . . . . . . . . . . . . . . . . . . . . . . . . . . . . . . . . . . . . . bbox=[291, 116, 2033, 126]
entry-page: 118 bbox=[2553, 326, 2576, 341]
toc-entry[interactable] bbox=[51, 256, 2068, 271]
entry-title: Zylinderkopf, Ventiltrieb bbox=[80, 326, 225, 341]
dot-leader: . . . . . . . . . . . . . . . . . . . . . . . . . . . . . . . . . . . . . . . . . . . . . . . . . . . . . . . . . . . . . . . . . . . . . . . . . . . . . . . . . . . . . . . . . . . . . . . . . . . . . . . . . . . . . . . . . . . . . . . . . . . . . . . . . . . . . . . . . . . . . . . . . . . . . . . . . . . . . . . . . . . . . . . . . . . . . . . . . . . . . . . . . . . . . . . . . . . . . . . . bbox=[424, 629, 2167, 639]
entry-number: 3.7 bbox=[80, 145, 96, 157]
toc-entry[interactable] bbox=[51, 565, 1992, 580]
toc-entry[interactable] bbox=[51, 691, 2006, 706]
entry-title: Ventilführungen prüfen bbox=[120, 691, 231, 703]
